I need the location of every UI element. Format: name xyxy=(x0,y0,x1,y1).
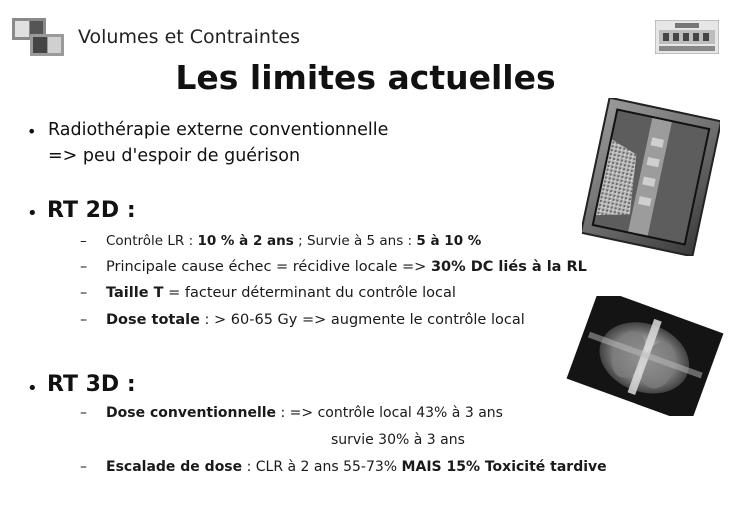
dash-icon: – xyxy=(80,459,87,475)
rt2d-item-2: – Principale cause échec = récidive locale => 30% DC liés à la RL xyxy=(80,259,587,275)
dash-icon: – xyxy=(80,259,88,275)
bullet-icon: • xyxy=(27,203,38,224)
rt2d-item-1: – Contrôle LR : 10 % à 2 ans ; Survie à 5 ans : 5 à 10 % xyxy=(80,233,482,249)
dash-icon: – xyxy=(80,233,87,249)
rt2d-item-3: – Taille T = facteur déterminant du contrôle local xyxy=(80,285,456,301)
rt2d-item-4: – Dose totale : > 60-65 Gy => augmente le contrôle local xyxy=(80,312,525,328)
rt3d-item-2: – Escalade de dose : CLR à 2 ans 55-73% MAIS 15% Toxicité tardive xyxy=(80,459,607,475)
bullet-icon: • xyxy=(27,122,37,141)
rt3d-heading: RT 3D : xyxy=(47,372,136,397)
slide-title: Les limites actuelles xyxy=(175,58,556,97)
hospital-logo-right xyxy=(655,20,719,54)
bullet-icon: • xyxy=(27,378,38,399)
dash-icon: – xyxy=(80,285,88,301)
rt2d-heading: RT 2D : xyxy=(47,198,136,223)
ct-3d-render-image xyxy=(565,296,725,416)
rt3d-item-1: – Dose conventionnelle : => contrôle local 43% à 3 ans xyxy=(80,405,503,421)
intro-line-2: => peu d'espoir de guérison xyxy=(48,146,301,166)
intro-line-1: Radiothérapie externe conventionnelle xyxy=(48,120,389,140)
xray-portal-image xyxy=(582,98,720,256)
institution-logo-left xyxy=(12,18,64,56)
dash-icon: – xyxy=(80,405,87,421)
rt3d-item-1-line-2: survie 30% à 3 ans xyxy=(331,432,465,448)
header-title: Volumes et Contraintes xyxy=(78,26,300,48)
dash-icon: – xyxy=(80,312,88,328)
